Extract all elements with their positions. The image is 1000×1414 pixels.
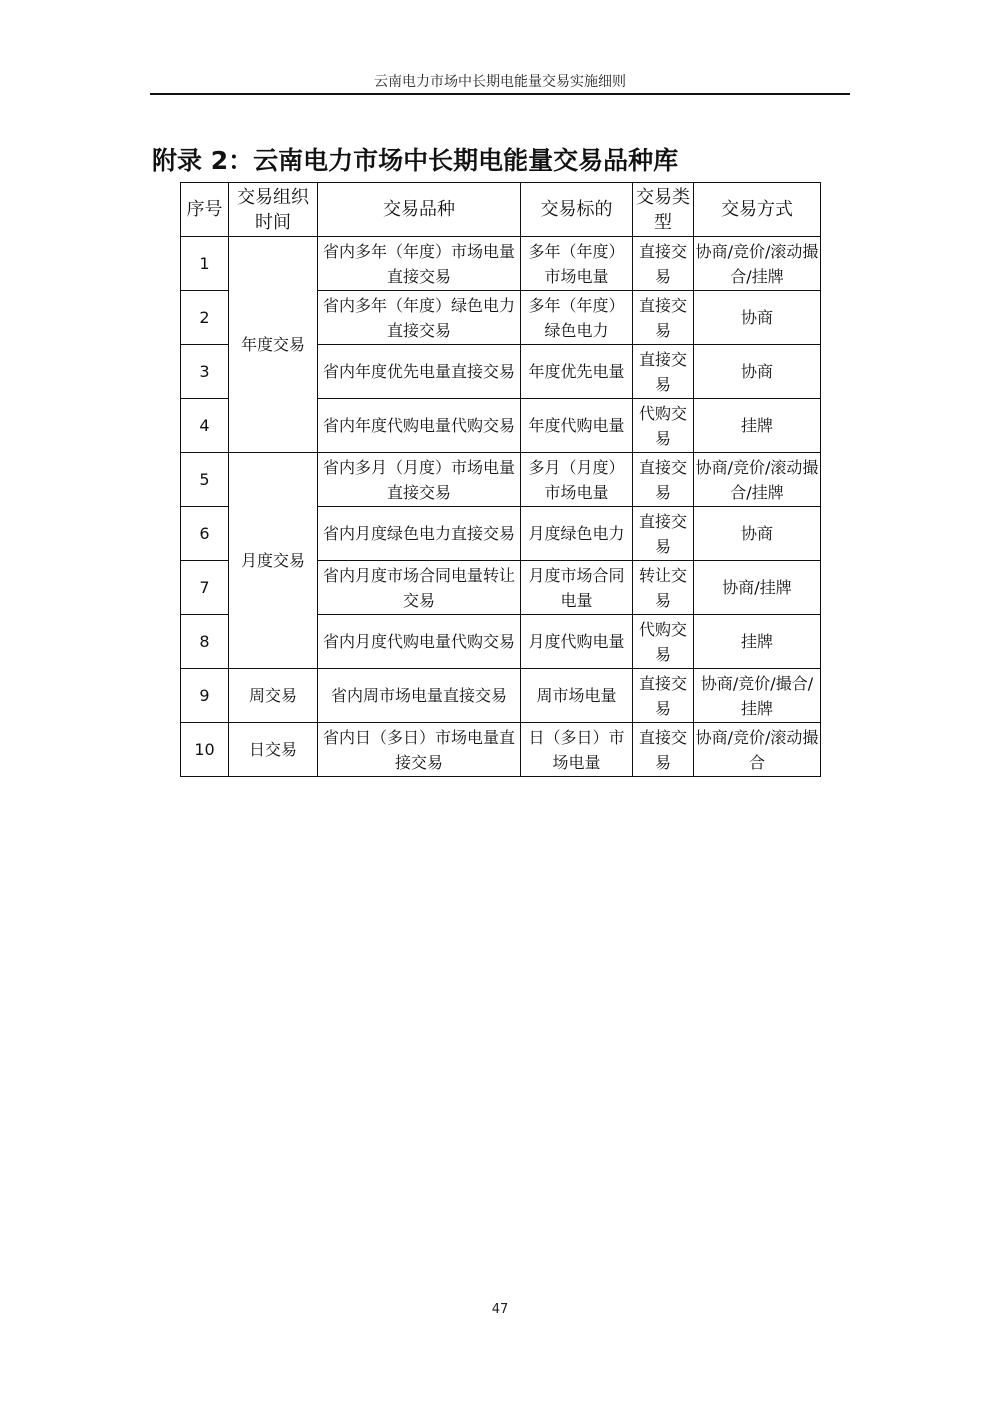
- cell-type: 直接交易: [633, 453, 694, 507]
- cell-variety: 省内年度优先电量直接交易: [318, 345, 521, 399]
- group-weekly: 周交易: [229, 669, 318, 723]
- header-rule: [150, 93, 850, 95]
- header-variety: 交易品种: [318, 183, 521, 237]
- cell-seq: 10: [181, 723, 229, 777]
- group-daily: 日交易: [229, 723, 318, 777]
- running-header: 云南电力市场中长期电能量交易实施细则: [374, 74, 626, 90]
- cell-method: 协商/竞价/滚动撮合/挂牌: [694, 453, 821, 507]
- cell-variety: 省内月度代购电量代购交易: [318, 615, 521, 669]
- cell-subject: 多年（年度）绿色电力: [521, 291, 633, 345]
- header-seq: 序号: [181, 183, 229, 237]
- cell-subject: 日（多日）市场电量: [521, 723, 633, 777]
- cell-subject: 月度市场合同电量: [521, 561, 633, 615]
- cell-type: 代购交易: [633, 399, 694, 453]
- cell-subject: 月度代购电量: [521, 615, 633, 669]
- cell-variety: 省内月度市场合同电量转让交易: [318, 561, 521, 615]
- cell-seq: 4: [181, 399, 229, 453]
- cell-type: 直接交易: [633, 291, 694, 345]
- cell-variety: 省内多月（月度）市场电量直接交易: [318, 453, 521, 507]
- header-type: 交易类型: [633, 183, 694, 237]
- group-monthly: 月度交易: [229, 453, 318, 669]
- cell-type: 转让交易: [633, 561, 694, 615]
- cell-variety: 省内多年（年度）绿色电力直接交易: [318, 291, 521, 345]
- cell-type: 直接交易: [633, 237, 694, 291]
- table-row: [181, 453, 821, 507]
- cell-seq: 1: [181, 237, 229, 291]
- trading-variety-table: [180, 182, 821, 777]
- cell-subject: 多月（月度）市场电量: [521, 453, 633, 507]
- cell-method: 协商/挂牌: [694, 561, 821, 615]
- cell-type: 直接交易: [633, 669, 694, 723]
- cell-method: 协商: [694, 291, 821, 345]
- cell-variety: 省内日（多日）市场电量直接交易: [318, 723, 521, 777]
- group-annual: 年度交易: [229, 237, 318, 453]
- header-period: 交易组织时间: [229, 183, 318, 237]
- cell-subject: 年度代购电量: [521, 399, 633, 453]
- cell-variety: 省内月度绿色电力直接交易: [318, 507, 521, 561]
- cell-method: 协商: [694, 345, 821, 399]
- cell-variety: 省内多年（年度）市场电量直接交易: [318, 237, 521, 291]
- cell-method: 协商/竞价/滚动撮合: [694, 723, 821, 777]
- cell-type: 直接交易: [633, 345, 694, 399]
- cell-subject: 月度绿色电力: [521, 507, 633, 561]
- table-row: [181, 237, 821, 291]
- cell-method: 协商/竞价/滚动撮合/挂牌: [694, 237, 821, 291]
- cell-seq: 6: [181, 507, 229, 561]
- cell-subject: 周市场电量: [521, 669, 633, 723]
- table-row: [181, 669, 821, 723]
- cell-method: 协商: [694, 507, 821, 561]
- cell-seq: 5: [181, 453, 229, 507]
- cell-method: 挂牌: [694, 615, 821, 669]
- cell-method: 挂牌: [694, 399, 821, 453]
- cell-type: 代购交易: [633, 615, 694, 669]
- page-number: 47: [491, 1302, 509, 1317]
- table-header-row: [181, 183, 821, 237]
- cell-seq: 9: [181, 669, 229, 723]
- header-subject: 交易标的: [521, 183, 633, 237]
- cell-subject: 多年（年度）市场电量: [521, 237, 633, 291]
- cell-type: 直接交易: [633, 507, 694, 561]
- cell-variety: 省内年度代购电量代购交易: [318, 399, 521, 453]
- cell-variety: 省内周市场电量直接交易: [318, 669, 521, 723]
- header-method: 交易方式: [694, 183, 821, 237]
- appendix-title: 附录 2：云南电力市场中长期电能量交易品种库: [152, 146, 679, 175]
- cell-type: 直接交易: [633, 723, 694, 777]
- cell-seq: 2: [181, 291, 229, 345]
- cell-seq: 8: [181, 615, 229, 669]
- cell-seq: 3: [181, 345, 229, 399]
- table-row: [181, 723, 821, 777]
- cell-method: 协商/竞价/撮合/挂牌: [694, 669, 821, 723]
- cell-seq: 7: [181, 561, 229, 615]
- cell-subject: 年度优先电量: [521, 345, 633, 399]
